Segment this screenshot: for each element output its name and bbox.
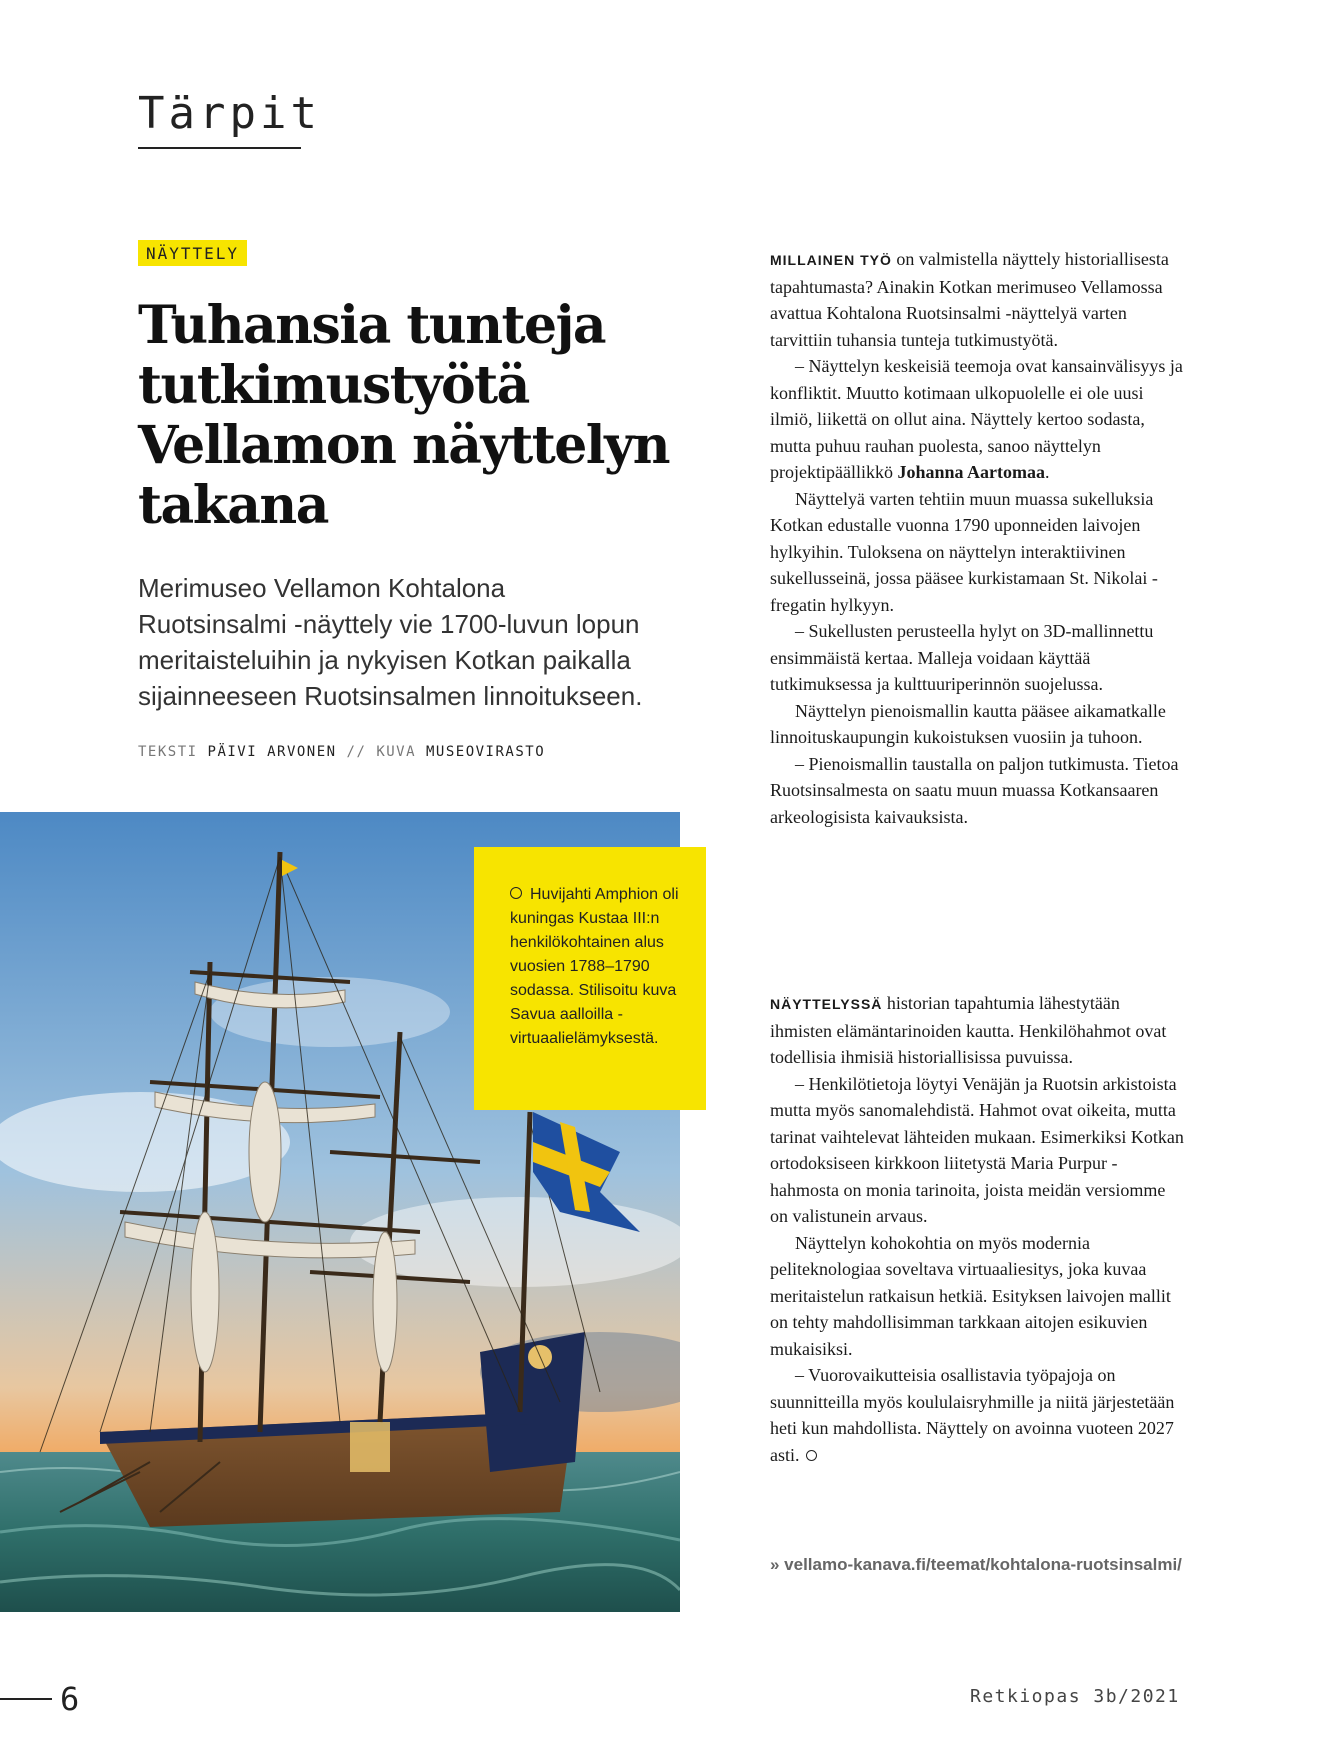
category-tag: NÄYTTELY — [138, 240, 247, 266]
body-paragraph-10: – Vuorovaikutteisia osallistavia työpajoja on suunnitteilla myös koululaisryhmille ja niitä järjestetään heti kun mahdollista. Näyttely on avoinna vuoteen 2027 asti. — [770, 1365, 1175, 1465]
credits-text-label: TEKSTI — [138, 744, 198, 760]
body-paragraph-6: – Pienoismallin taustalla on paljon tutkimusta. Tietoa Ruotsinsalmesta on saatu muun muassa Kotkansaaren arkeologisista kaivauksista. — [770, 753, 1179, 827]
body-paragraph-7: NÄYTTELYSSÄ historian tapahtumia lähestytään ihmisten elämäntarinoiden kautta. Henkilöhahmot ovat todellisia ihmisiä historiallisissa puvuissa. — [770, 993, 1167, 1067]
credits-photographer: MUSEOVIRASTO — [425, 744, 546, 760]
section-title-underline — [138, 147, 301, 149]
credits-separator: // — [346, 744, 367, 760]
credits-author: PÄIVI ARVONEN — [207, 744, 337, 760]
body-paragraph-9: Näyttelyn kohokohtia on myös modernia peliteknologiaa soveltava virtuaaliesitys, joka kuvaa meritaistelun ratkaisun hetkiä. Esityksen laivojen mallit on tehty mahdollisimman tarkkaan aitojen esikuvien mukaisiksi. — [770, 1232, 1171, 1359]
magazine-issue: Retkiopas 3b/2021 — [970, 1686, 1180, 1707]
body-column-part-1 — [770, 246, 1185, 830]
article-headline: Tuhansia tunteja tutkimustyötä Vellamon näyttelyn takana — [138, 295, 670, 536]
end-mark-icon — [806, 1450, 817, 1461]
body-paragraph-2: – Näyttelyn keskeisiä teemoja ovat kansainvälisyys ja konfliktit. Muutto kotimaan ulkopuolelle ei ole uusi ilmiö, liikettä on ollut aina. Näyttely kertoo sodasta, mutta puhuu rauhan puolesta, sanoo näyttelyn projektipäällikkö Johanna Aartomaa. — [770, 356, 1183, 482]
article-credits — [138, 744, 545, 760]
page-number: 6 — [60, 1680, 80, 1718]
caption-bullet-icon — [510, 887, 522, 899]
body-paragraph-3: Näyttelyä varten tehtiin muun muassa sukelluksia Kotkan edustalle vuonna 1790 uponneiden laivojen hylkyihin. Tuloksena on näyttelyn interaktiivinen sukellusseinä, jossa pääsee kurkistamaan St. Nikolai -fregatin hylkyyn. — [770, 488, 1158, 615]
project-manager-name: Johanna Aartomaa — [897, 462, 1045, 482]
more-info-link[interactable]: » vellamo-kanava.fi/teemat/kohtalona-ruotsinsalmi/ — [770, 1555, 1182, 1574]
article-lead: Merimuseo Vellamon Kohtalona Ruotsinsalmi -näyttely vie 1700-luvun lopun meritaisteluihin ja nykyisen Kotkan paikalla sijainneeseen Ruotsinsalmen linnoitukseen. — [138, 573, 643, 711]
section-title: Tärpit — [138, 88, 321, 139]
body-paragraph-5: Näyttelyn pienoismallin kautta pääsee aikamatkalle linnoituskaupungin kukoistuksen vuosiin ja tuhoon. — [770, 700, 1166, 747]
body-column-part-2 — [770, 990, 1185, 1468]
lead-in-1: MILLAINEN TYÖ — [770, 252, 892, 268]
body-paragraph-1: MILLAINEN TYÖ on valmistella näyttely historiallisesta tapahtumasta? Ainakin Kotkan merimuseo Vellamossa avattua Kohtalona Ruotsinsalmi -näyttelyä varten tarvittiin tuhansia tunteja tutkimustyötä. — [770, 249, 1169, 350]
footer-rule — [0, 1698, 52, 1700]
photo-caption — [474, 847, 706, 1110]
credits-photo-label: KUVA — [376, 744, 417, 760]
body-paragraph-8: – Henkilötietoja löytyi Venäjän ja Ruotsin arkistoista mutta myös sanomalehdistä. Hahmot ovat oikeita, mutta tarinat vaihtelevat lähteiden mukaan. Esimerkiksi Kotkan ortodoksiseen kirkkoon liitetystä Maria Purpur -hahmosta on monia tarinoita, joista meidän versiomme on valistunein arvaus. — [770, 1073, 1184, 1226]
photo-caption-text: Huvijahti Amphion oli kuningas Kustaa III:n henkilökohtainen alus vuosien 1788–1790 sodassa. Stilisoitu kuva Savua aalloilla -virtuaalielämyksestä. — [510, 886, 679, 1047]
body-paragraph-4: – Sukellusten perusteella hylyt on 3D-mallinnettu ensimmäistä kertaa. Malleja voidaan käyttää tutkimuksessa ja kulttuuriperinnön suojelussa. — [770, 621, 1154, 694]
lead-in-2: NÄYTTELYSSÄ — [770, 996, 883, 1012]
